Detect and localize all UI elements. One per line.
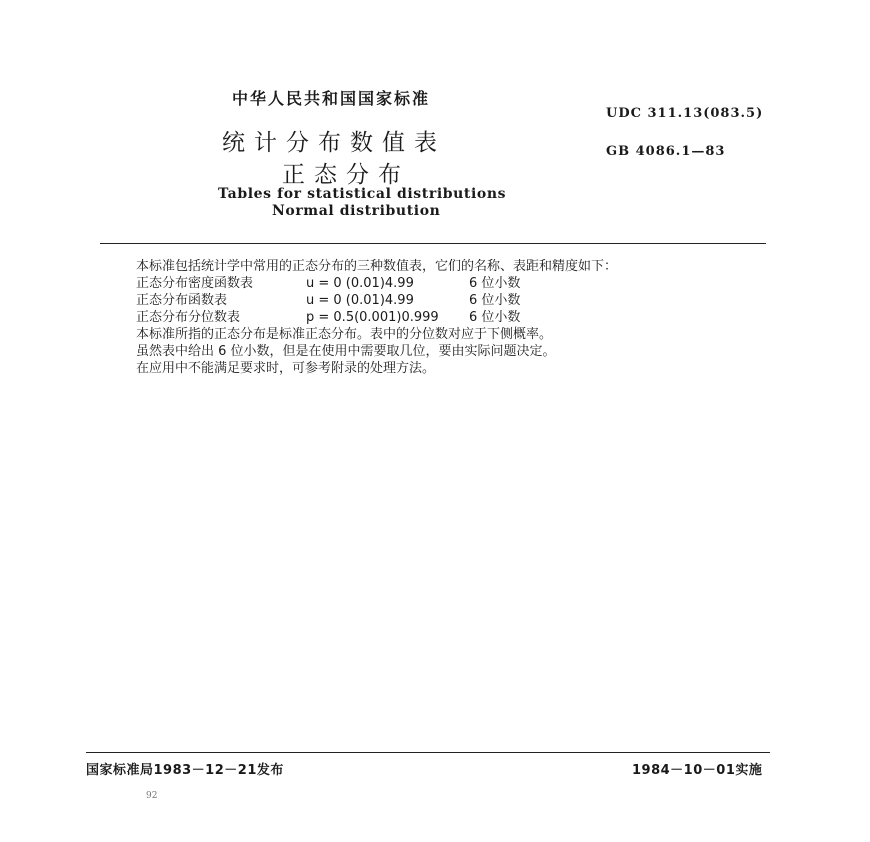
- implementation-date: 1984－10－01实施: [632, 763, 763, 778]
- title-english: Tables for statistical distributions: [218, 186, 507, 202]
- table-row: [136, 292, 617, 309]
- subtitle-chinese: 正态分布: [282, 162, 410, 188]
- table-range: p = 0.5(0.001)0.999: [306, 310, 439, 325]
- gb-code: GB 4086.1—83: [606, 144, 726, 159]
- title-chinese: 统计分布数值表: [222, 130, 446, 156]
- table-name: 正态分布密度函数表: [136, 276, 254, 291]
- table-range: u = 0 (0.01)4.99: [306, 293, 414, 308]
- subtitle-english: Normal distribution: [272, 203, 441, 219]
- national-standard-heading: 中华人民共和国国家标准: [232, 89, 431, 108]
- table-precision: 6 位小数: [469, 293, 521, 308]
- page-number: 92: [146, 791, 158, 801]
- intro-paragraph: 本标准包括统计学中常用的正态分布的三种数值表，它们的名称、表距和精度如下：: [136, 259, 618, 274]
- table-precision: 6 位小数: [469, 276, 521, 291]
- table-name: 正态分布分位数表: [136, 310, 241, 325]
- udc-code: UDC 311.13(083.5): [606, 106, 764, 121]
- table-name: 正态分布函数表: [136, 293, 228, 308]
- issue-date: 国家标准局1983－12－21发布: [86, 763, 284, 778]
- top-divider: [100, 243, 766, 244]
- table-range: u = 0 (0.01)4.99: [306, 276, 414, 291]
- note-paragraph: 在应用中不能满足要求时，可参考附录的处理方法。: [136, 361, 436, 376]
- note-paragraph: 本标准所指的正态分布是标准正态分布。表中的分位数对应于下侧概率。: [136, 327, 553, 342]
- table-row: [136, 275, 617, 292]
- table-precision: 6 位小数: [469, 310, 521, 325]
- table-row: [136, 309, 617, 326]
- bottom-divider: [86, 752, 770, 753]
- body-text: [136, 258, 617, 377]
- note-paragraph: 虽然表中给出 6 位小数，但是在使用中需要取几位，要由实际问题决定。: [136, 344, 556, 359]
